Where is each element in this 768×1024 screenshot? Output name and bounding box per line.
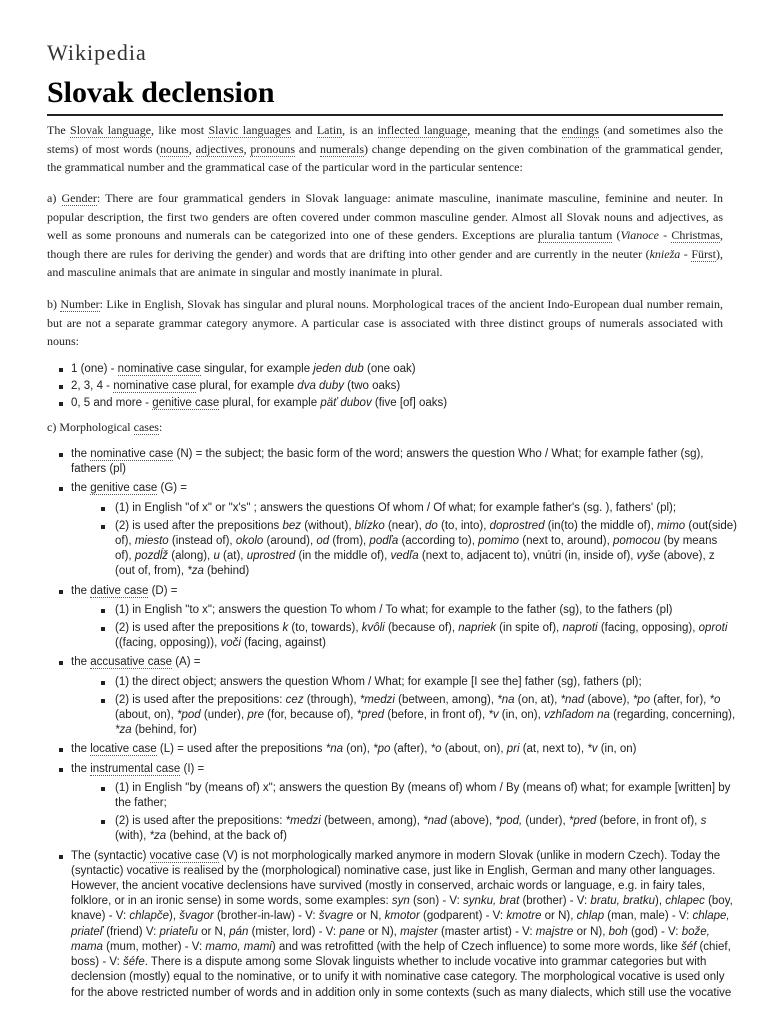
list-item: 0, 5 and more - genitive case plural, for example päť dubov (five [of] oaks) [47, 396, 737, 411]
list-item: (2) is used after the prepositions: *medzi (between, among), *nad (above), *pod, (under), *pred (before, in front of), s (with), *za (behind, at the back of) [71, 814, 737, 844]
link-furst[interactable]: Fürst [691, 246, 716, 261]
dative-item: the dative case (D) = (1) in English "to x"; answers the question To whom / To what; for example to the father (sg), to the fathers (pl) (2) is used after the prepositions k (to, towards), kvôli (because of), napriek (in spite of), naproti (facing, opposing), oproti ((facing, opposing)), voči (facing, against) [47, 584, 737, 652]
gender-paragraph: a) Gender: There are four grammatical genders in Slovak language: animate masculine, inanimate masculine, feminine and neuter. In popular description, the first two genders are often covered under common masculine gender. Almost all Slovak nouns and adjectives, as well as some pronouns and numerals can be categorized into one of these genders. Exceptions are pluralia tantum (Vianoce - Christmas, though there are rules for deriving the gender) and words that are drifting into other gender and are currently in the neuter (knieža - Fürst), and masculine animals that are animate in singular and mostly inanimate in plural. [47, 191, 724, 280]
list-item: (1) in English "of x" or "x's" ; answers the questions Of whom / Of what; for example father's (sg. ), fathers' (pl); [71, 501, 737, 516]
link-slovak-language[interactable]: Slovak language [70, 123, 152, 137]
link-slavic-languages[interactable]: Slavic languages [208, 123, 291, 137]
link-nominative-case[interactable]: nominative case [113, 380, 197, 393]
nominative-item: the nominative case (N) = the subject; the basic form of the word; answers the question Who / What; for example father (sg), fathers (pl) [47, 447, 737, 477]
genitive-sublist [71, 501, 737, 580]
link-accusative-case[interactable]: accusative case [90, 656, 173, 669]
list-item: (2) is used after the prepositions k (to, towards), kvôli (because of), napriek (in spite of), naproti (facing, opposing), oproti ((facing, opposing)), voči (facing, against) [71, 621, 737, 651]
link-pluralia-tantum[interactable]: pluralia tantum [538, 228, 613, 243]
locative-item: the locative case (L) = used after the prepositions *na (on), *po (after), *o (about, on), pri (at, next to), *v (in, on) [47, 742, 737, 757]
list-item: (2) is used after the prepositions: cez (through), *medzi (between, among), *na (on, at), *nad (above), *po (after, for), *o (about, on), *pod (under), pre (for, because of), *pred (before, in front of), *v (in, on), vzhľadom na (regarding, concerning), *za (behind, for) [71, 693, 737, 739]
instrumental-sublist [71, 781, 737, 845]
link-number[interactable]: Number [60, 297, 100, 311]
link-vocative-case[interactable]: vocative case [149, 849, 220, 862]
intro-paragraph: The Slovak language, like most Slavic languages and Latin, is an inflected language, meaning that the endings (and sometimes also the stems) of most words (nouns, adjectives, pronouns and numerals) change depending on the given combination of the grammatical gender, the grammatical number and the grammatical case of the particular word in the particular sentence: [47, 123, 724, 175]
wikipedia-logo[interactable]: Wikipedia [47, 40, 147, 65]
link-inflected-language[interactable]: inflected language [377, 123, 468, 137]
link-dative-case[interactable]: dative case [90, 584, 149, 597]
link-numerals[interactable]: numerals [320, 141, 365, 156]
link-adjectives[interactable]: adjectives [195, 141, 244, 156]
accusative-sublist [71, 675, 737, 739]
list-item: 2, 3, 4 - nominative case plural, for example dva duby (two oaks) [47, 379, 737, 394]
link-genitive-case[interactable]: genitive case [152, 397, 220, 410]
list-item: (1) in English "by (means of) x"; answers the question By (means of) whom / By (means of) what; for example [written] by the father; [71, 781, 737, 811]
link-nominative-case[interactable]: nominative case [117, 363, 201, 375]
link-christmas[interactable]: Christmas [671, 228, 721, 243]
list-item: (1) in English "to x"; answers the question To whom / To what; for example to the father (sg), to the fathers (pl) [71, 603, 737, 618]
page-title: Slovak declension [47, 76, 275, 109]
cases-paragraph: c) Morphological cases: [47, 420, 163, 434]
link-gender[interactable]: Gender [61, 191, 97, 205]
title-divider [47, 114, 723, 116]
link-instrumental-case[interactable]: instrumental case [90, 762, 181, 775]
genitive-item: the genitive case (G) = (1) in English "of x" or "x's" ; answers the questions Of whom / Of what; for example father's (sg. ), fathers' (pl); (2) is used after the prepositions bez (without), blízko (near), do (to, into), doprostred (in(to) the middle of), mimo (out(side) of), miesto (instead of), okolo (around), od (from), podľa (according to), pomimo (next to, around), pomocou (by means of), pozdĺž (along), u (at), uprostred (in the middle of), vedľa (next to, adjacent to), vnútri (in, inside of), vyše (above), z (out of, from), *za (behind) [47, 481, 737, 579]
list-item: (1) the direct object; answers the question Whom / What; for example [I see the] father (sg), fathers (pl); [71, 675, 737, 690]
numerals-list [47, 362, 737, 414]
link-nominative-case[interactable]: nominative case [90, 448, 174, 460]
list-item: (2) is used after the prepositions bez (without), blízko (near), do (to, into), doprostred (in(to) the middle of), mimo (out(side) of), miesto (instead of), okolo (around), od (from), podľa (according to), pomimo (next to, around), pomocou (by means of), pozdĺž (along), u (at), uprostred (in the middle of), vedľa (next to, adjacent to), vnútri (in, inside of), vyše (above), z (out of, from), *za (behind) [71, 519, 737, 580]
number-paragraph: b) Number: Like in English, Slovak has singular and plural nouns. Morphological traces of the ancient Indo-European dual number remain, but are not a separate grammar category anymore. A particular case is associated with three distinct groups of numerals associated with nouns: [47, 297, 723, 349]
dative-sublist [71, 603, 737, 652]
link-cases[interactable]: cases [133, 420, 159, 434]
link-genitive-case[interactable]: genitive case [90, 482, 158, 495]
link-endings[interactable]: endings [561, 123, 599, 137]
accusative-item: the accusative case (A) = (1) the direct object; answers the question Whom / What; for example [I see the] father (sg), fathers (pl); (2) is used after the prepositions: cez (through), *medzi (between, among), *na (on, at), *nad (above), *po (after, for), *o (about, on), *pod (under), pre (for, because of), *pred (before, in front of), *v (in, on), vzhľadom na (regarding, concerning), *za (behind, for) [47, 655, 737, 738]
list-item: 1 (one) - nominative case singular, for example jeden dub (one oak) [47, 362, 737, 377]
vocative-item: The (syntactic) vocative case (V) is not morphologically marked anymore in modern Slovak (unlike in modern Czech). Today the (syntactic) vocative is realised by the (morphological) nominative case, just like in English, German and many other languages. However, the ancient vocative declensions have survived (mostly in conserved, archaic words or language, e.g. in fairy tales, folklore, or in an ironic sense) in some words, some examples: syn (son) - V: synku, brat (brother) - V: bratu, bratku), chlapec (boy, knave) - V: chlapče), švagor (brother-in-law) - V: švagre or N, kmotor (godparent) - V: kmotre or N), chlap (man, male) - V: chlape, priateľ (friend) V: priateľu or N, pán (mister, lord) - V: pane or N), majster (master artist) - V: majstre or N), boh (god) - V: bože, mama (mum, mother) - V: mamo, mami) and was retrofitted (with the help of Czech influence) to some more words, like šéf (chief, boss) - V: šéfe. There is a dispute among some Slovak linguists whether to include vocative into grammar categories but with declension (mostly) equal to the nominative, or to unify it with nominative case category. The morphological vocative is used only for the above restricted number of words and in addition only in some contexts (such as many dialects, which still use the vocative [47, 849, 737, 1001]
instrumental-item: the instrumental case (I) = (1) in English "by (means of) x"; answers the question By (means of) whom / By (means of) what; for example [written] by the father; (2) is used after the prepositions: *medzi (between, among), *nad (above), *pod, (under), *pred (before, in front of), s (with), *za (behind, at the back of) [47, 762, 737, 845]
link-nouns[interactable]: nouns [160, 141, 189, 156]
link-locative-case[interactable]: locative case [90, 743, 157, 756]
link-pronouns[interactable]: pronouns [250, 141, 296, 156]
link-latin[interactable]: Latin [316, 123, 343, 137]
cases-list [47, 447, 737, 1005]
